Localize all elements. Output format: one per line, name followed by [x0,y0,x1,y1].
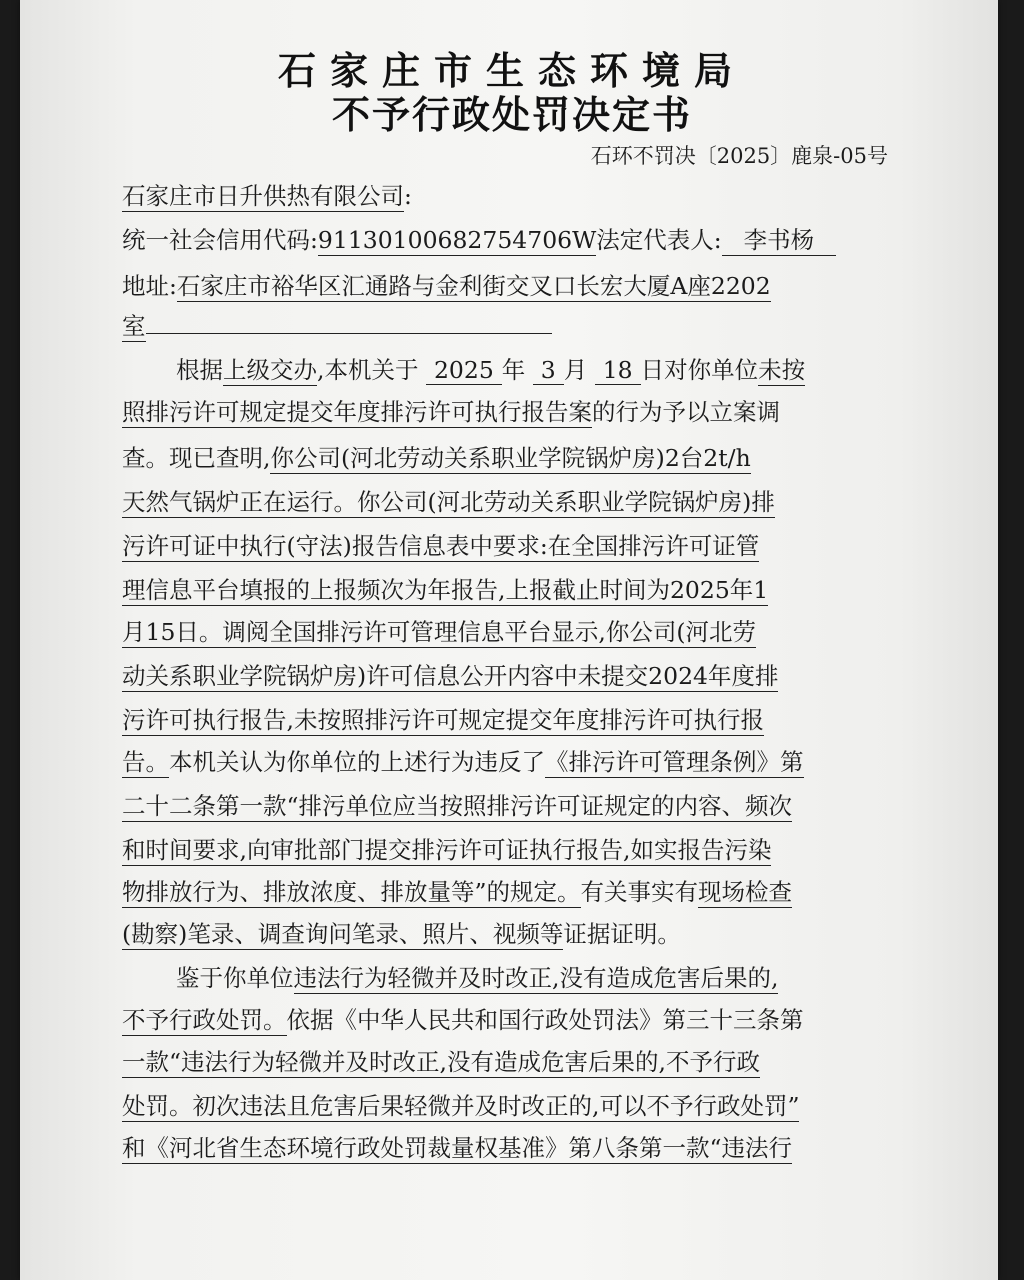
rep-name: 李书杨 [722,226,837,256]
p1-line-12 [122,830,892,870]
finding-text: 动关系职业学院锅炉房)许可信息公开内容中未提交2024年度排 [122,662,779,690]
evidence-text: 现场检查 [698,878,793,906]
reason-text: 不予行政处罚。 [122,1006,287,1034]
p1-line-10 [122,742,892,782]
p1-line-14 [122,914,892,954]
address-line [122,266,892,306]
company-suffix: : [404,182,412,210]
p2-line-4 [122,1086,892,1126]
legal-basis-text: 初次违法且危害后果轻微并及时改正的,可以不予行政处罚” [192,1092,800,1120]
p2-line-5 [122,1128,892,1168]
text: 依据《中华人民共和国行政处罚法》第三十三条第 [286,1006,804,1034]
address-value: 石家庄市裕华区汇通路与金利街交叉口长宏大厦A座2202 [176,272,771,300]
text: 日对你单位 [640,356,759,384]
finding-text: 你公司(河北劳动关系职业学院锅炉房)2台2t/h [270,444,751,472]
document-number: 石环不罚决〔2025〕鹿泉-05号 [590,144,888,168]
rep-label: 法定代表人: [596,226,722,254]
case-year: 2025 [426,356,502,385]
reason-text: 违法行为轻微并及时改正,没有造成危害后果的, [293,964,779,992]
p2-line-3 [122,1042,892,1082]
p1-line-8 [122,656,892,696]
finding-text: 污许可执行报告,未按照排污许可规定提交年度排污许可执行报 [122,706,764,734]
text: 查。现已查明, [122,444,271,472]
p1-line-2 [122,392,892,432]
issuing-authority-title: 石家庄市生态环境局 [277,49,746,93]
source-of-case: 上级交办 [223,356,317,384]
text: 证据证明。 [563,920,681,948]
p1-line-1 [176,350,892,390]
address-line-2 [122,306,892,346]
finding-text: 月15日。调阅全国排污许可管理信息平台显示,你公司(河北劳 [122,618,757,646]
p1-line-5 [122,526,892,566]
p1-line-6 [122,570,892,610]
document-title: 不予行政处罚决定书 [331,93,692,137]
legal-basis-text: 一款“违法行为轻微并及时改正,没有造成危害后果的,不予行政 [122,1048,760,1076]
credit-label: 统一社会信用代码: [122,226,318,254]
text: 鉴于你单位 [176,964,294,992]
finding-text: 告。 [122,748,169,776]
evidence-text: (勘察)笔录、调查询问笔录、照片、视频等 [122,920,564,948]
case-day: 18 [595,356,641,385]
company-name: 石家庄市日升供热有限公司 [122,182,404,210]
p1-line-13 [122,872,892,912]
violated-provision: 二十二条第一款“排污单位应当按照排污许可证规定的内容、频次 [122,792,793,820]
credit-line [122,220,892,260]
address-value-cont: 室 [122,312,146,340]
p1-line-7 [122,612,892,652]
text: 月 [563,356,588,384]
case-name-start: 未按 [758,356,806,384]
p1-line-4 [122,482,892,522]
text: 本机关认为你单位的上述行为违反了 [169,748,545,776]
case-month: 3 [533,356,564,385]
violated-provision: 《排污许可管理条例》第 [545,748,804,776]
address-blank [146,333,552,334]
p1-line-9 [122,700,892,740]
legal-basis-text: 处罚。 [122,1092,193,1120]
finding-text: 天然气锅炉正在运行。你公司(河北劳动关系职业学院锅炉房)排 [122,488,775,516]
case-name: 照排污许可规定提交年度排污许可执行报告案 [122,398,592,426]
finding-text: 理信息平台填报的上报频次为年报告,上报截止时间为2025年1 [122,576,769,604]
text: 根据 [176,356,223,384]
legal-basis-text: 和《河北省生态环境行政处罚裁量权基准》第八条第一款“违法行 [122,1134,793,1162]
recipient-line [122,176,892,216]
finding-text: 污许可证中执行(守法)报告信息表中要求:在全国排污许可证管 [122,532,760,560]
text: ,本机关于 [317,356,419,384]
text: 有关事实有 [580,878,699,906]
violated-provision: 和时间要求,向审批部门提交排污许可证执行报告,如实报告污染 [122,836,772,864]
violated-provision: 物排放行为、排放浓度、排放量等”的规定。 [122,878,581,906]
credit-code: 91130100682754706W [317,226,597,254]
address-label: 地址: [122,272,177,300]
p2-line-1 [176,958,892,998]
p2-line-2 [122,1000,892,1040]
text: 的行为予以立案调 [592,398,780,426]
p1-line-11 [122,786,892,826]
p1-line-3 [122,438,892,478]
text: 年 [501,356,526,384]
